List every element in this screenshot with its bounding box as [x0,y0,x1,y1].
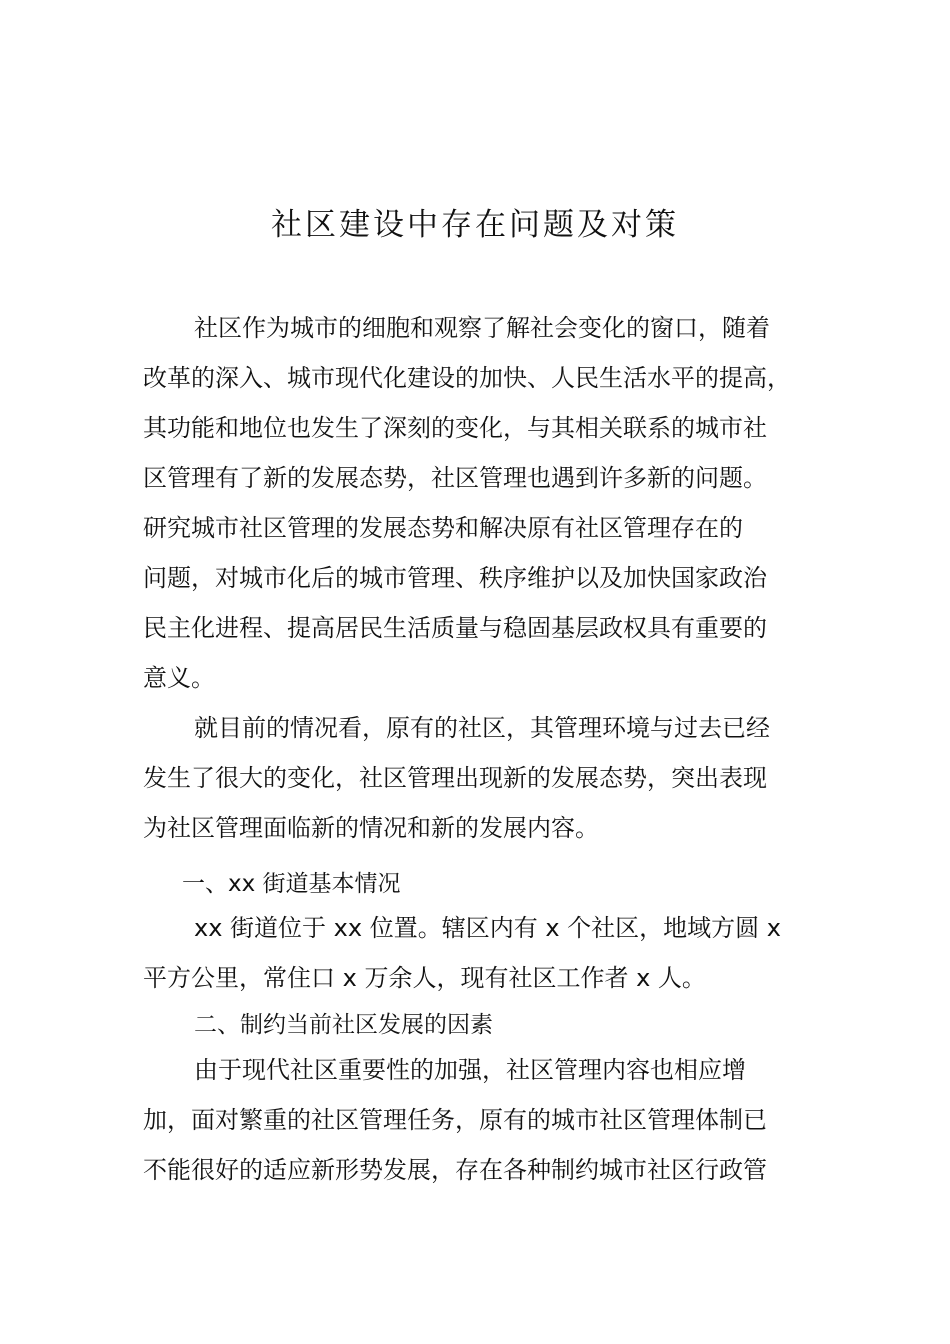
paragraph-3-line-1: xx 街道位于 xx 位置。辖区内有 x 个社区，地域方圆 x [194,914,781,942]
paragraph-1-line-6: 问题，对城市化后的城市管理、秩序维护以及加快国家政治 [143,564,767,592]
paragraph-2-line-2: 发生了很大的变化，社区管理出现新的发展态势，突出表现 [143,764,767,792]
paragraph-1-line-3: 其功能和地位也发生了深刻的变化，与其相关联系的城市社 [143,414,767,442]
paragraph-4-line-1: 由于现代社区重要性的加强，社区管理内容也相应增 [194,1056,746,1084]
paragraph-1-line-2: 改革的深入、城市现代化建设的加快、人民生活水平的提高， [143,364,791,392]
paragraph-4-line-2: 加，面对繁重的社区管理任务，原有的城市社区管理体制已 [143,1106,767,1134]
paragraph-1-line-4: 区管理有了新的发展态势，社区管理也遇到许多新的问题。 [143,464,767,492]
paragraph-2-line-1: 就目前的情况看，原有的社区，其管理环境与过去已经 [194,714,770,742]
document-title: 社区建设中存在问题及对策 [271,207,679,243]
paragraph-4-line-3: 不能很好的适应新形势发展，存在各种制约城市社区行政管 [143,1156,767,1184]
paragraph-1-line-5: 研究城市社区管理的发展态势和解决原有社区管理存在的 [143,514,743,542]
paragraph-1-line-7: 民主化进程、提高居民生活质量与稳固基层政权具有重要的 [143,614,767,642]
paragraph-1-line-8: 意义。 [143,664,215,692]
section-heading-1: 一、xx 街道基本情况 [182,871,401,897]
paragraph-2-line-3: 为社区管理面临新的情况和新的发展内容。 [143,814,599,842]
paragraph-1-line-1: 社区作为城市的细胞和观察了解社会变化的窗口，随着 [194,314,770,342]
paragraph-3-line-2: 平方公里，常住口 x 万余人，现有社区工作者 x 人。 [143,964,706,992]
section-heading-2: 二、制约当前社区发展的因素 [194,1012,493,1038]
